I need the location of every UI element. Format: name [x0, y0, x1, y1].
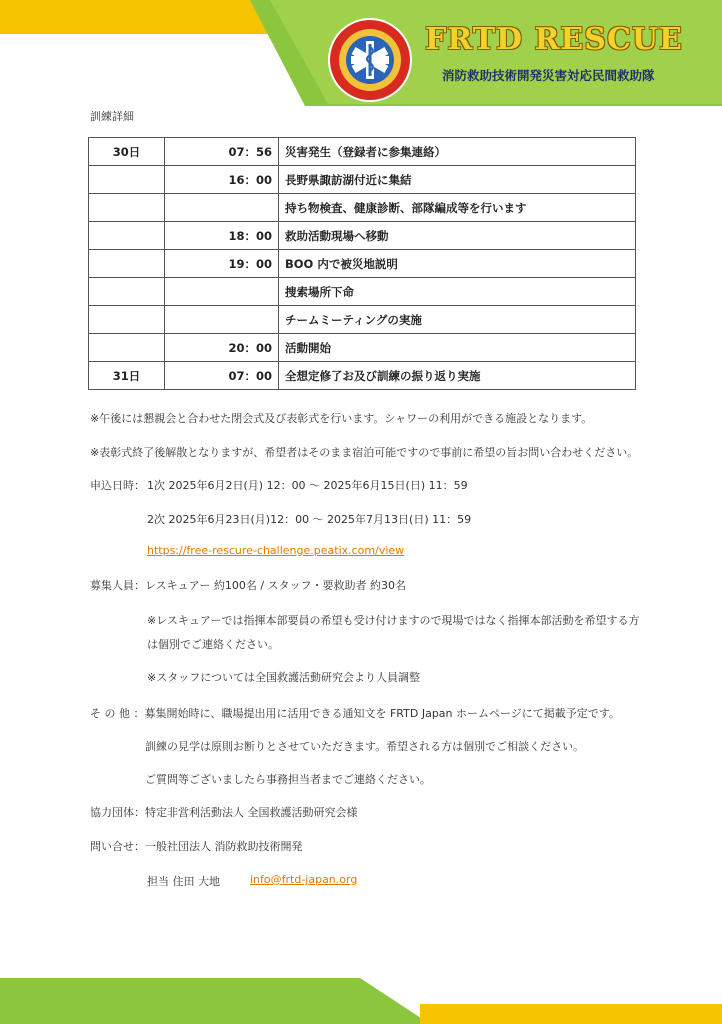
- schedule-day-cell: [89, 278, 165, 306]
- schedule-desc-cell: 活動開始: [279, 334, 636, 362]
- application-url-link[interactable]: https://free-rescure-challenge.peatix.com/view: [147, 544, 405, 557]
- schedule-row: [89, 138, 636, 166]
- schedule-desc-cell: 救助活動現場へ移動: [279, 222, 636, 250]
- application-round-2: 2次 2025年6月23日(月)12：00 ～ 2025年7月13日(日) 11：59: [147, 513, 472, 526]
- schedule-day-cell: [89, 334, 165, 362]
- schedule-row: [89, 194, 636, 222]
- schedule-time-cell: 20：00: [165, 334, 279, 362]
- other-line-3: ご質問等ございましたら事務担当者までご連絡ください。: [145, 773, 431, 786]
- schedule-time-cell: 16：00: [165, 166, 279, 194]
- schedule-time-cell: [165, 194, 279, 222]
- schedule-desc-cell: 災害発生（登録者に参集連絡）: [279, 138, 636, 166]
- schedule-row: [89, 334, 636, 362]
- recruit-note-2: ※スタッフについては全国救護活動研究会より人員調整: [147, 671, 420, 684]
- schedule-day-cell: [89, 166, 165, 194]
- note-closing-ceremony: ※午後には懇親会と合わせた閉会式及び表彰式を行います。シャワーの利用ができる施設となります。: [90, 412, 593, 425]
- contact-person: 担当 住田 大地: [147, 875, 220, 888]
- schedule-day-cell: 30日: [89, 138, 165, 166]
- section-title: 訓練詳細: [90, 110, 134, 123]
- application-round-1: 1次 2025年6月2日(月) 12：00 ～ 2025年6月15日(日) 11：59: [147, 479, 468, 492]
- schedule-day-cell: [89, 194, 165, 222]
- schedule-row: [89, 222, 636, 250]
- schedule-day-cell: [89, 222, 165, 250]
- schedule-row: [89, 362, 636, 390]
- schedule-day-cell: [89, 306, 165, 334]
- schedule-desc-cell: 持ち物検査、健康診断、部隊編成等を行います: [279, 194, 636, 222]
- schedule-row: [89, 278, 636, 306]
- schedule-time-cell: 18：00: [165, 222, 279, 250]
- schedule-desc-cell: チームミーティングの実施: [279, 306, 636, 334]
- other-line-2: 訓練の見学は原則お断りとさせていただきます。希望される方は個別でご相談ください。: [145, 740, 585, 753]
- schedule-row: [89, 166, 636, 194]
- schedule-desc-cell: 捜索場所下命: [279, 278, 636, 306]
- contact-line: 問い合せ：一般社団法人 消防救助技術開発: [90, 840, 303, 853]
- schedule-row: [89, 306, 636, 334]
- schedule-table: [88, 137, 636, 390]
- schedule-desc-cell: BOO 内で被災地説明: [279, 250, 636, 278]
- recruit-note-1b: は個別でご連絡ください。: [147, 638, 279, 651]
- schedule-desc-cell: 長野県諏訪湖付近に集結: [279, 166, 636, 194]
- cooperation-line: 協力団体：特定非営利活動法人 全国救護活動研究会様: [90, 806, 358, 819]
- brand-subtitle: 消防救助技術開発災害対応民間救助隊: [442, 68, 655, 83]
- recruit-note-1a: ※レスキュアーでは指揮本部要員の希望も受け付けますので現場ではなく指揮本部活動を希望する方: [147, 614, 640, 627]
- note-lodging: ※表彰式終了後解散となりますが、希望者はそのまま宿泊可能ですので事前に希望の旨お問い合わせください。: [90, 446, 639, 459]
- contact-email-link[interactable]: info@frtd-japan.org: [250, 873, 358, 886]
- schedule-day-cell: 31日: [89, 362, 165, 390]
- brand-title: FRTD RESCUE: [425, 22, 683, 57]
- footer-green-band: [0, 978, 430, 1024]
- other-line-1: そ の 他 ：募集開始時に、職場提出用に活用できる通知文を FRTD Japan ホームページにて掲載予定です。: [90, 707, 620, 720]
- schedule-row: [89, 250, 636, 278]
- schedule-time-cell: 07：56: [165, 138, 279, 166]
- schedule-day-cell: [89, 250, 165, 278]
- schedule-desc-cell: 全想定修了お及び訓練の振り返り実施: [279, 362, 636, 390]
- schedule-time-cell: 07：00: [165, 362, 279, 390]
- application-label: 申込日時：: [90, 479, 145, 492]
- schedule-time-cell: 19：00: [165, 250, 279, 278]
- paramedic-logo-icon: [327, 17, 413, 103]
- schedule-time-cell: [165, 278, 279, 306]
- schedule-time-cell: [165, 306, 279, 334]
- recruit-line: 募集人員：レスキュアー 約100名 / スタッフ・要救助者 約30名: [90, 579, 407, 592]
- footer-yellow-band: [420, 1004, 722, 1024]
